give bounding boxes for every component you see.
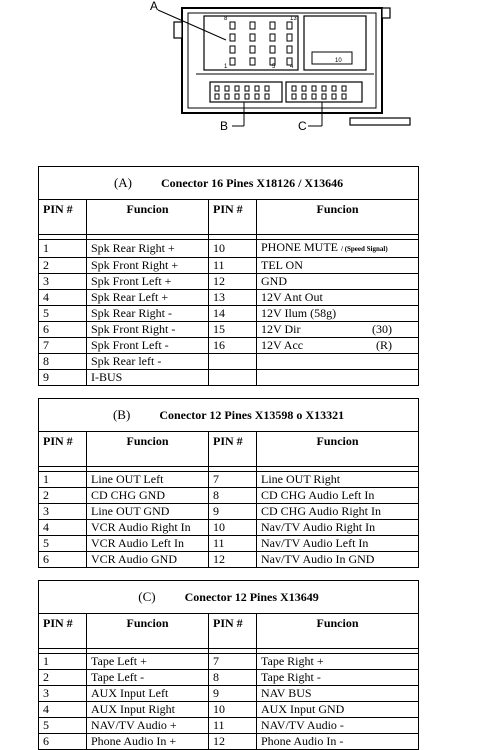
pin-number: 5 xyxy=(272,64,276,70)
function-note: / (Speed Signal) xyxy=(341,245,388,253)
function-cell: Line OUT GND xyxy=(87,504,209,520)
bottom-tab xyxy=(350,118,410,125)
right-latch xyxy=(382,8,390,18)
label-a: A xyxy=(150,0,159,13)
pin-number: 8 xyxy=(224,16,228,22)
pin-number-cell: 6 xyxy=(39,322,87,338)
pin-number-cell: 8 xyxy=(209,488,257,504)
function-text: 12V Dir xyxy=(261,322,301,336)
table-row xyxy=(39,686,419,702)
function-text: Nav/TV Audio Left In xyxy=(261,536,369,550)
pin-number-cell: 4 xyxy=(39,702,87,718)
pin-number-cell: 5 xyxy=(39,536,87,552)
table-row xyxy=(39,734,419,750)
pin-number-cell: 5 xyxy=(39,718,87,734)
label-c: C xyxy=(298,119,307,132)
pin-number-cell: 6 xyxy=(39,734,87,750)
column-header: Funcion xyxy=(257,200,419,235)
table-title xyxy=(39,399,419,432)
pin-number-cell: 10 xyxy=(209,520,257,536)
table-row xyxy=(39,306,419,322)
pin-number-cell: 8 xyxy=(39,354,87,370)
connector-b-table xyxy=(38,398,418,568)
pin-number-cell: 12 xyxy=(209,552,257,568)
table-row xyxy=(39,274,419,290)
function-cell xyxy=(257,240,419,258)
function-cell xyxy=(257,552,419,568)
column-header: PIN # xyxy=(209,432,257,467)
table-row xyxy=(39,322,419,338)
function-cell xyxy=(257,504,419,520)
table-row xyxy=(39,370,419,386)
table-letter: (A) xyxy=(113,175,132,190)
pin-number-cell: 4 xyxy=(39,520,87,536)
table-row xyxy=(39,718,419,734)
function-cell xyxy=(257,488,419,504)
table-title-text: Conector 12 Pines X13598 o X13321 xyxy=(159,408,345,422)
pin-number-cell: 11 xyxy=(209,536,257,552)
connector-diagram-drawing xyxy=(140,0,430,132)
pin-number-cell: 15 xyxy=(209,322,257,338)
pin-number-cell: 8 xyxy=(209,670,257,686)
function-text: NAV/TV Audio - xyxy=(261,718,344,732)
table-row xyxy=(39,536,419,552)
function-cell: NAV/TV Audio + xyxy=(87,718,209,734)
pin-number-cell: 7 xyxy=(209,654,257,670)
function-cell: Spk Front Right - xyxy=(87,322,209,338)
function-text: TEL ON xyxy=(261,258,303,272)
connector-diagram xyxy=(140,0,430,132)
pin-number-cell: 12 xyxy=(209,274,257,290)
pin-number: 13 xyxy=(290,16,297,22)
function-cell xyxy=(257,654,419,670)
column-header: PIN # xyxy=(39,432,87,467)
column-header: PIN # xyxy=(209,200,257,235)
function-text: PHONE MUTE xyxy=(261,240,338,254)
table-title-text: Conector 12 Pines X13649 xyxy=(184,590,319,604)
column-header: Funcion xyxy=(87,200,209,235)
function-text: Nav/TV Audio In GND xyxy=(261,552,375,566)
function-text: NAV BUS xyxy=(261,686,312,700)
pin-number-cell: 3 xyxy=(39,274,87,290)
table-row xyxy=(39,472,419,488)
function-cell xyxy=(257,734,419,750)
pin-number-cell: 1 xyxy=(39,654,87,670)
table-title xyxy=(39,581,419,614)
label-a-leader xyxy=(158,10,226,40)
function-cell xyxy=(257,338,419,354)
table-row xyxy=(39,504,419,520)
pin-number-cell: 5 xyxy=(39,306,87,322)
pin-number-cell: 13 xyxy=(209,290,257,306)
function-text: Phone Audio In - xyxy=(261,734,344,748)
connector-a-table xyxy=(38,166,418,386)
function-cell: Spk Rear left - xyxy=(87,354,209,370)
column-header: Funcion xyxy=(87,614,209,649)
function-code: (R) xyxy=(376,338,393,352)
function-cell: Spk Rear Right - xyxy=(87,306,209,322)
pin-number-cell xyxy=(209,354,257,370)
connector-a-block xyxy=(204,16,298,70)
function-cell: AUX Input Left xyxy=(87,686,209,702)
table-row xyxy=(39,488,419,504)
pin-number-cell: 2 xyxy=(39,670,87,686)
function-text: Tape Right - xyxy=(261,670,321,684)
table-row xyxy=(39,338,419,354)
table-title xyxy=(39,167,419,200)
left-latch xyxy=(174,22,182,38)
function-text: 12V Ilum (58g) xyxy=(261,306,337,320)
table-row xyxy=(39,520,419,536)
pin-number-cell: 1 xyxy=(39,472,87,488)
function-cell xyxy=(257,322,419,338)
column-header: Funcion xyxy=(257,432,419,467)
pin-number-cell: 7 xyxy=(39,338,87,354)
function-text: Nav/TV Audio Right In xyxy=(261,520,376,534)
function-cell xyxy=(257,702,419,718)
function-cell xyxy=(257,536,419,552)
function-cell xyxy=(257,274,419,290)
function-code: (30) xyxy=(372,322,393,336)
function-cell: Spk Rear Right + xyxy=(87,240,209,258)
connector-c-table xyxy=(38,580,418,750)
table-row xyxy=(39,654,419,670)
pin-number-cell: 10 xyxy=(209,702,257,718)
pin-number-cell: 12 xyxy=(209,734,257,750)
function-cell xyxy=(257,306,419,322)
pin-number-cell: 7 xyxy=(209,472,257,488)
function-cell: Spk Front Left - xyxy=(87,338,209,354)
pin-number-cell: 16 xyxy=(209,338,257,354)
column-header: Funcion xyxy=(87,432,209,467)
function-cell xyxy=(257,370,419,386)
table-letter: (B) xyxy=(112,407,131,422)
column-header: PIN # xyxy=(209,614,257,649)
function-cell: Line OUT Left xyxy=(87,472,209,488)
function-text: Line OUT Right xyxy=(261,472,341,486)
table-row xyxy=(39,258,419,274)
pin-number-cell: 2 xyxy=(39,258,87,274)
label-b: B xyxy=(220,119,229,132)
function-cell: Tape Left + xyxy=(87,654,209,670)
table-row xyxy=(39,670,419,686)
function-cell: I-BUS xyxy=(87,370,209,386)
pin-number-cell: 9 xyxy=(209,504,257,520)
pin-number-cell: 3 xyxy=(39,504,87,520)
function-cell xyxy=(257,520,419,536)
function-cell: VCR Audio Right In xyxy=(87,520,209,536)
table-letter: (C) xyxy=(138,589,156,604)
pin-number-cell: 3 xyxy=(39,686,87,702)
pin-number-cell: 6 xyxy=(39,552,87,568)
connector-b-pins xyxy=(215,86,269,99)
function-cell xyxy=(257,354,419,370)
table-row xyxy=(39,552,419,568)
function-cell xyxy=(257,258,419,274)
pin-number: 4 xyxy=(290,64,294,70)
function-cell: VCR Audio GND xyxy=(87,552,209,568)
function-cell: Spk Rear Left + xyxy=(87,290,209,306)
function-cell xyxy=(257,290,419,306)
function-cell: Phone Audio In + xyxy=(87,734,209,750)
function-cell: AUX Input Right xyxy=(87,702,209,718)
function-text: Tape Right + xyxy=(261,654,324,668)
pin-number-cell: 11 xyxy=(209,718,257,734)
column-header: PIN # xyxy=(39,200,87,235)
function-text: GND xyxy=(261,274,287,288)
table-row xyxy=(39,240,419,258)
function-cell: VCR Audio Left In xyxy=(87,536,209,552)
table-row xyxy=(39,354,419,370)
function-cell: Spk Front Right + xyxy=(87,258,209,274)
table-title-text: Conector 16 Pines X18126 / X13646 xyxy=(160,176,344,190)
function-cell: Tape Left - xyxy=(87,670,209,686)
column-header: PIN # xyxy=(39,614,87,649)
pin-number-cell: 1 xyxy=(39,240,87,258)
table-row xyxy=(39,702,419,718)
connector-c-pins xyxy=(292,86,346,99)
column-header: Funcion xyxy=(257,614,419,649)
function-text: 12V Ant Out xyxy=(261,290,323,304)
function-text: AUX Input GND xyxy=(261,702,345,716)
pin-number-cell: 4 xyxy=(39,290,87,306)
pin-number-cell: 9 xyxy=(209,686,257,702)
function-cell xyxy=(257,472,419,488)
pin-number-cell: 10 xyxy=(209,240,257,258)
pin-number: 10 xyxy=(335,58,342,64)
pin-number: 1 xyxy=(224,64,228,70)
function-cell xyxy=(257,686,419,702)
pin-number-cell: 2 xyxy=(39,488,87,504)
function-text: CD CHG Audio Right In xyxy=(261,504,382,518)
pin-number-cell: 11 xyxy=(209,258,257,274)
function-cell xyxy=(257,718,419,734)
function-cell: CD CHG GND xyxy=(87,488,209,504)
pin-number-cell: 14 xyxy=(209,306,257,322)
function-cell xyxy=(257,670,419,686)
pin-number-cell: 9 xyxy=(39,370,87,386)
connector-side-slot xyxy=(312,52,352,64)
function-cell: Spk Front Left + xyxy=(87,274,209,290)
table-row xyxy=(39,290,419,306)
connector-a-pins xyxy=(230,22,292,65)
function-text: 12V Acc xyxy=(261,338,304,352)
function-text: CD CHG Audio Left In xyxy=(261,488,375,502)
pin-number-cell xyxy=(209,370,257,386)
